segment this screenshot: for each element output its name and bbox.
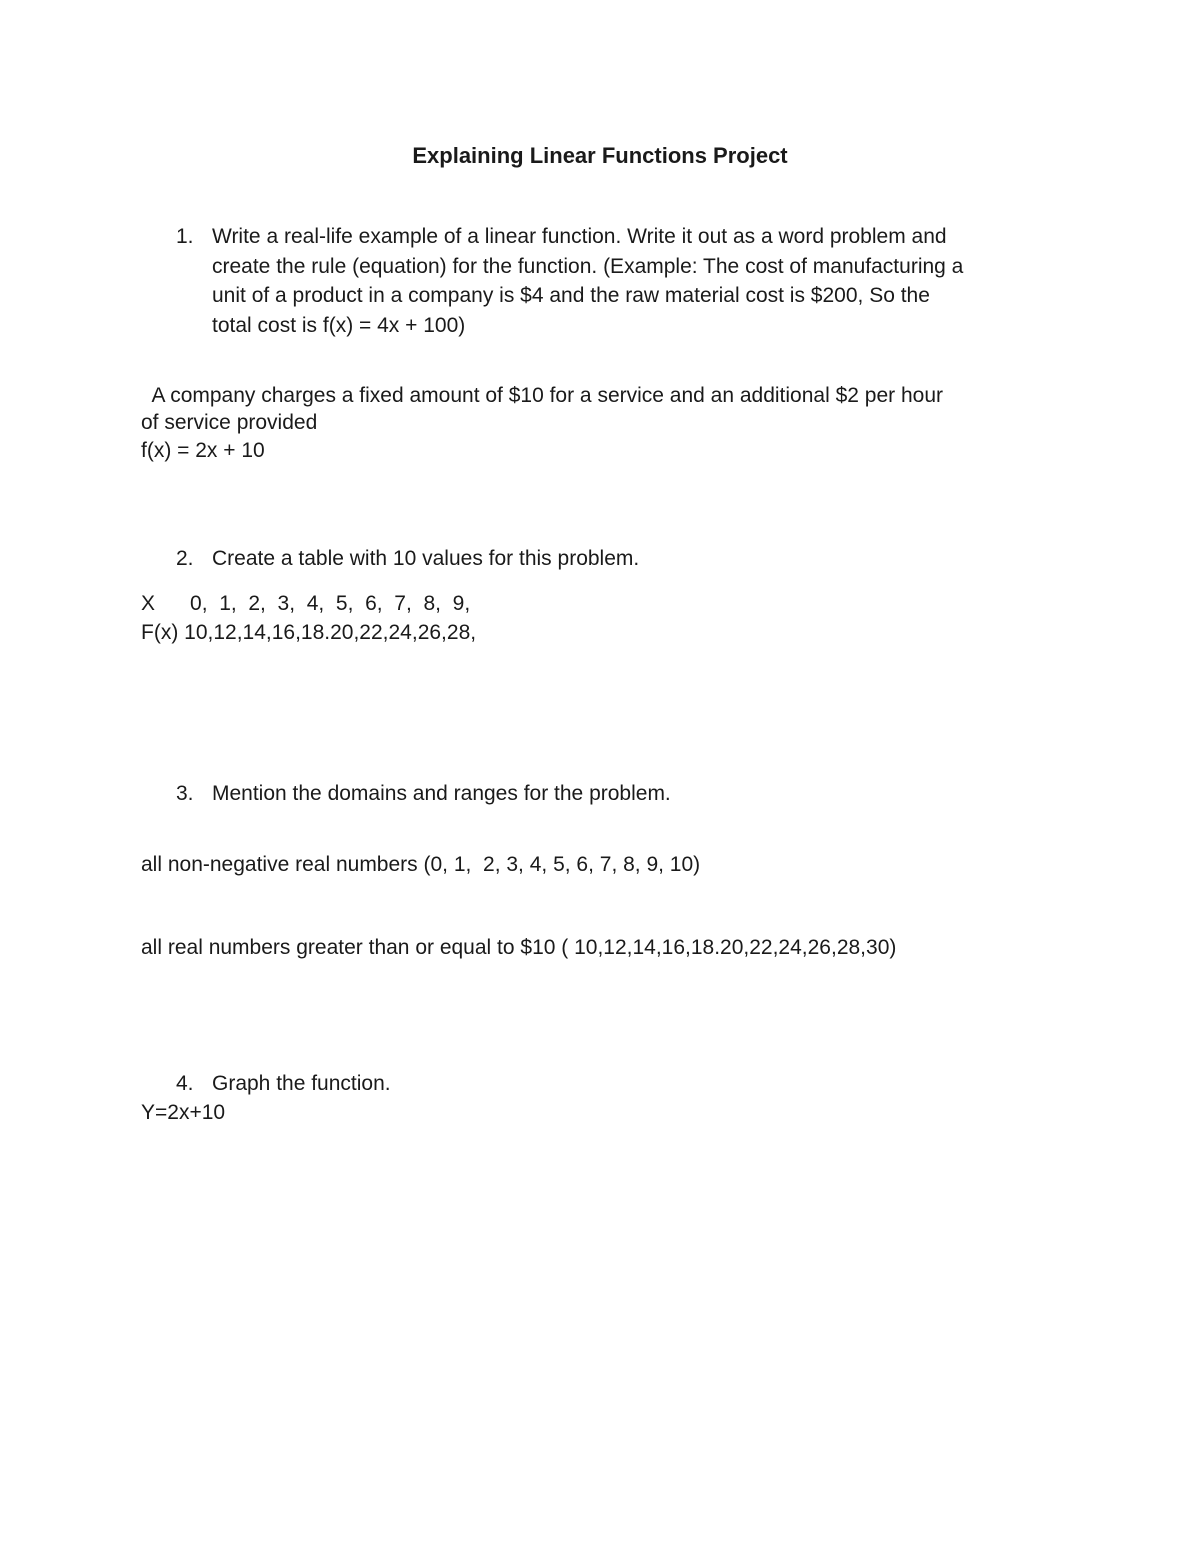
question-1 [176,222,1076,342]
question-3-number: 3. [176,782,194,805]
question-4-text: Graph the function. [212,1072,391,1095]
question-1-line: Write a real-life example of a linear function. Write it out as a word problem and [212,225,947,248]
question-3-text: Mention the domains and ranges for the problem. [212,782,671,805]
question-1-line: total cost is f(x) = 4x + 100) [212,313,466,337]
question-2-text: Create a table with 10 values for this problem. [212,547,640,570]
question-4-number: 4. [176,1072,194,1095]
graph-equation: Y=2x+10 [141,1101,226,1124]
answer-1-equation: f(x) = 2x + 10 [141,439,265,462]
question-2 [176,544,1076,574]
table-x-row: X 0, 1, 2, 3, 4, 5, 6, 7, 8, 9, [141,592,471,615]
table-fx-row: F(x) 10,12,14,16,18.20,22,24,26,28, [141,621,477,644]
answer-1-line-2: of service provided [141,411,318,434]
document-title: Explaining Linear Functions Project [412,143,788,168]
question-1-number: 1. [176,225,194,248]
question-1-line: unit of a product in a company is $4 and the raw material cost is $200, So the [212,284,930,307]
question-1-line: create the rule (equation) for the function. (Example: The cost of manufacturing a [212,254,964,278]
question-1-text [212,222,963,340]
range-answer: all real numbers greater than or equal to $10 ( 10,12,14,16,18.20,22,24,26,28,30) [141,936,897,959]
question-3 [176,779,1076,809]
answer-1-line-1: A company charges a fixed amount of $10 for a service and an additional $2 per hour [141,384,944,407]
domain-answer: all non-negative real numbers (0, 1, 2, 3, 4, 5, 6, 7, 8, 9, 10) [141,853,701,876]
question-4 [176,1069,1076,1099]
question-2-number: 2. [176,547,194,570]
